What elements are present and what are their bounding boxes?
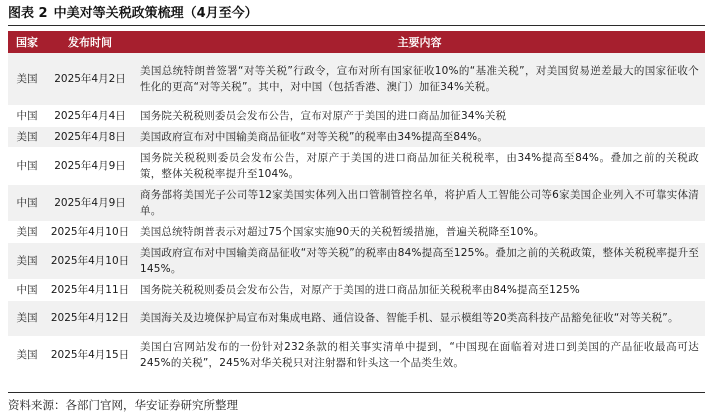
table-row bbox=[8, 221, 705, 242]
table-row bbox=[8, 126, 705, 147]
row-country: 美国 bbox=[8, 300, 46, 336]
figure-number: 图表 2 bbox=[8, 6, 48, 21]
row-date: 2025年4月10日 bbox=[46, 221, 134, 242]
table-row bbox=[8, 184, 705, 221]
row-country: 美国 bbox=[8, 242, 46, 279]
row-content: 国务院关税税则委员会发布公告，对原产于美国的进口商品加征关税税率由84%提高至125% bbox=[134, 279, 705, 300]
table-row bbox=[8, 300, 705, 336]
row-content: 商务部将美国光子公司等12家美国实体列入出口管制管控名单，将护盾人工智能公司等6家美国企业列入不可靠实体清单。 bbox=[134, 184, 705, 221]
row-country: 中国 bbox=[8, 279, 46, 300]
table-row bbox=[8, 147, 705, 184]
row-content: 美国政府宣布对中国输美商品征收“对等关税”的税率由34%提高至84%。 bbox=[134, 126, 705, 147]
row-country: 美国 bbox=[8, 53, 46, 105]
row-date: 2025年4月11日 bbox=[46, 279, 134, 300]
table-row bbox=[8, 53, 705, 105]
row-date: 2025年4月10日 bbox=[46, 242, 134, 279]
header-country: 国家 bbox=[16, 36, 38, 49]
table-row bbox=[8, 242, 705, 279]
row-country: 中国 bbox=[8, 147, 46, 184]
row-content: 美国总统特朗普签署“对等关税”行政令，宣布对所有国家征收10%的“基准关税”，对美国贸易逆差最大的国家征收个性化的更高“对等关税”。其中，对中国（包括香港、澳门）加征34%关税。 bbox=[134, 53, 705, 105]
row-country: 美国 bbox=[8, 126, 46, 147]
policy-table bbox=[8, 31, 705, 374]
row-country: 美国 bbox=[8, 336, 46, 373]
row-country: 中国 bbox=[8, 105, 46, 126]
table-row bbox=[8, 105, 705, 126]
row-country: 美国 bbox=[8, 221, 46, 242]
header-content: 主要内容 bbox=[397, 36, 442, 49]
table-header-row bbox=[8, 31, 705, 53]
row-date: 2025年4月15日 bbox=[46, 336, 134, 373]
row-date: 2025年4月2日 bbox=[46, 53, 134, 105]
row-content: 美国海关及边境保护局宣布对集成电路、通信设备、智能手机、显示模组等20类高科技产品豁免征收“对等关税”。 bbox=[134, 300, 705, 336]
row-date: 2025年4月9日 bbox=[46, 184, 134, 221]
row-content: 国务院关税税则委员会发布公告，宣布对原产于美国的进口商品加征34%关税 bbox=[134, 105, 705, 126]
source-note: 资料来源：各部门官网，华安证券研究所整理 bbox=[8, 398, 238, 412]
table-body bbox=[8, 53, 705, 373]
row-country: 中国 bbox=[8, 184, 46, 221]
table-row bbox=[8, 279, 705, 300]
row-date: 2025年4月8日 bbox=[46, 126, 134, 147]
header-date: 发布时间 bbox=[68, 36, 112, 49]
row-content: 美国白宫网站发布的一份针对232条款的相关事实清单中提到，“中国现在面临着对进口到美国的产品征收最高可达245%的关税”，245%对华关税只对注射器和针头这一个品类生效。 bbox=[134, 336, 705, 373]
row-content: 美国政府宣布对中国输美商品征收“对等关税”的税率由84%提高至125%。叠加之前的关税政策，整体关税税率提升至145%。 bbox=[134, 242, 705, 279]
row-content: 国务院关税税则委员会发布公告，对原产于美国的进口商品加征关税税率，由34%提高至84%。叠加之前的关税政策，整体关税税率提升至104%。 bbox=[134, 147, 705, 184]
figure-title-text: 中美对等关税政策梳理（4月至今） bbox=[53, 6, 258, 21]
row-date: 2025年4月4日 bbox=[46, 105, 134, 126]
row-date: 2025年4月9日 bbox=[46, 147, 134, 184]
row-content: 美国总统特朗普表示对超过75个国家实施90天的关税暂缓措施，普遍关税降至10%。 bbox=[134, 221, 705, 242]
table-row bbox=[8, 336, 705, 373]
row-date: 2025年4月12日 bbox=[46, 300, 134, 336]
figure-title bbox=[8, 3, 705, 26]
bottom-rule bbox=[8, 392, 705, 393]
